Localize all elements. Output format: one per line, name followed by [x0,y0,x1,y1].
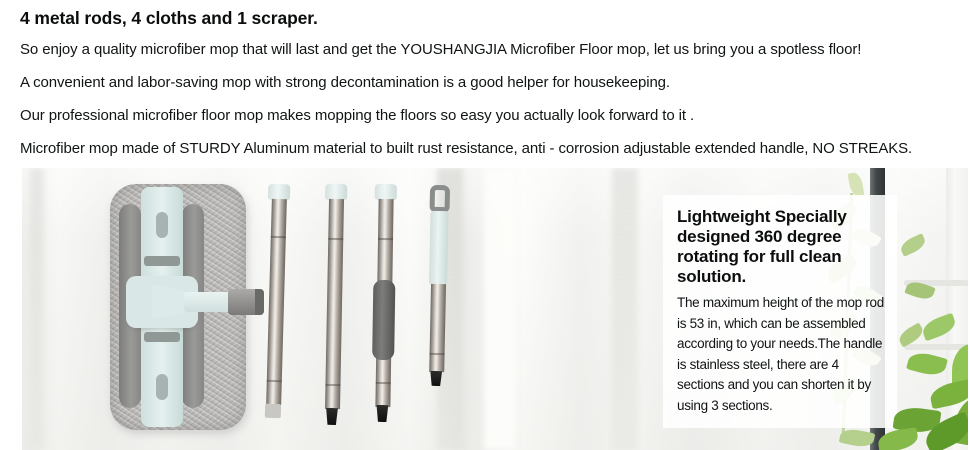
description-paragraph-1: So enjoy a quality microfiber mop that will last and get the YOUSHANGJIA Microfiber Floor mop, let us bring you a spotless floor! [20,41,862,58]
mop-plate-notch [144,256,180,266]
rod-end-cap [325,184,347,200]
hanging-hook [430,185,451,212]
rod-joint-line [430,353,445,355]
curtain-highlight [484,168,516,450]
rod-ferrule [265,404,281,418]
rod-rubber-tip [429,371,443,386]
mop-head [110,184,246,430]
rod-foam-grip [372,280,395,360]
rod-rubber-tip [375,405,389,422]
plant-leaf [906,349,948,378]
rod-joint-line [267,380,282,382]
rod-joint-line [325,384,340,386]
rod-joint-line [328,238,343,240]
section-heading: 4 metal rods, 4 cloths and 1 scraper. [20,8,318,28]
description-text-block [20,8,954,172]
mop-connector-socket [228,289,264,315]
plant-leaf [898,233,927,257]
mop-plate-notch [144,332,180,342]
mop-plate-hole [156,374,168,400]
overlay-body: The maximum height of the mop rod is 53 in, which can be assembled according to your needs.The handle is stainless steel, there are 4 sections and you can shorten it by using 3 sections. [677,295,884,413]
rod-joint-line [376,382,391,384]
overlay-text-panel [663,195,897,428]
rod-joint-line [378,238,393,240]
description-paragraph-2: A convenient and labor-saving mop with strong decontamination is a good helper for housekeeping. [20,74,670,91]
rod-steel-tube [325,199,344,409]
description-paragraph-4: Microfiber mop made of STURDY Aluminum material to built rust resistance, anti - corrosion adjustable extended handle, NO STREAKS. [20,140,913,157]
description-paragraph-3: Our professional microfiber floor mop makes mopping the floors so easy you actually look forward to it . [20,107,695,124]
metal-rod-1 [261,184,292,421]
rod-end-cap [375,184,397,200]
product-image [22,168,968,450]
mop-plate-hole [156,212,168,238]
rod-steel-tube [266,199,287,405]
mop-connector-neck [184,292,230,312]
metal-rod-2 [320,184,349,426]
metal-rod-3 [370,184,398,424]
overlay-heading: Lightweight Specially designed 360 degree rotating for full clean solution. [677,207,847,286]
handle-grip [429,211,449,285]
mop-connector-cap [255,289,264,315]
curtain-fold [30,168,44,450]
curtain-fold [612,168,638,450]
handle-rod-4 [424,185,452,387]
rod-rubber-tip [325,408,339,425]
rod-joint-line [271,236,286,238]
rod-steel-tube [429,284,446,372]
